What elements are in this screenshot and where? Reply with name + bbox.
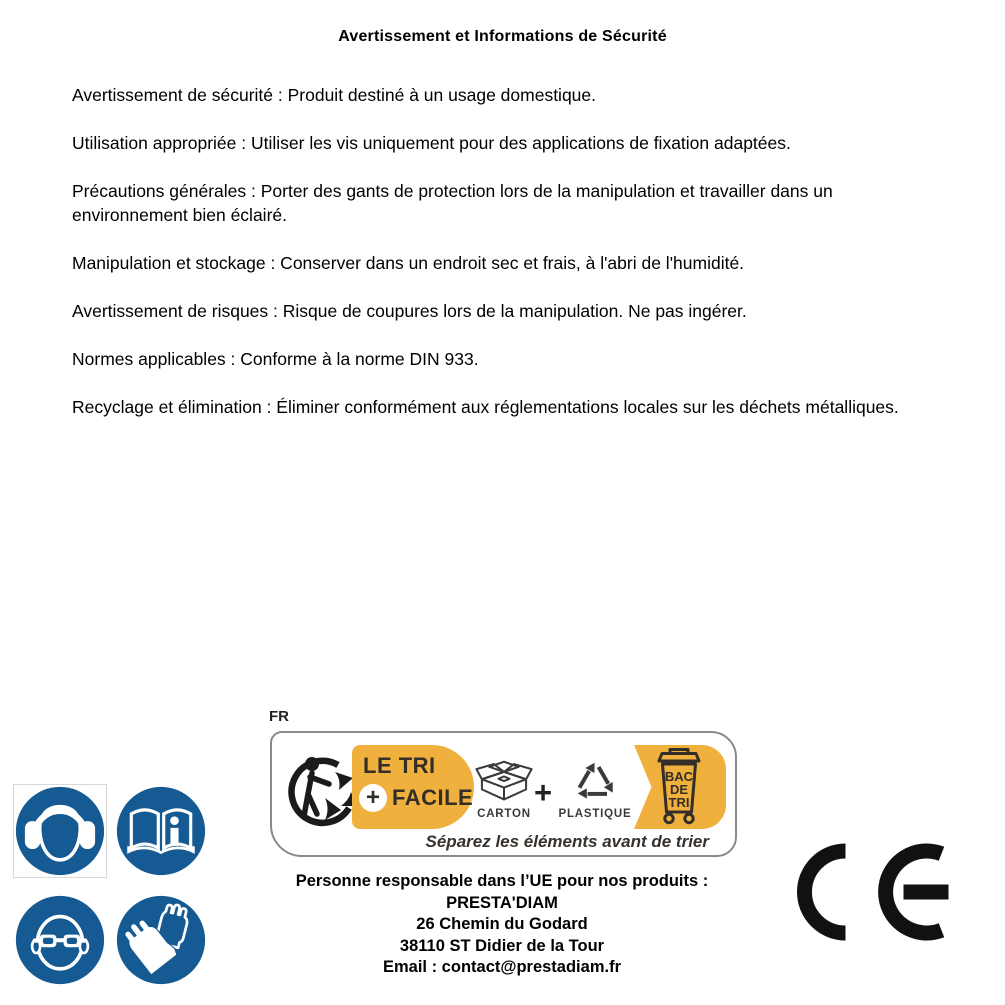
paragraph-general-precautions: Précautions générales : Porter des gants de protection lors de la manipulation et travailler dans un environnement bien éclairé. <box>72 181 833 225</box>
ce-marking-icon <box>796 842 952 942</box>
contact-email: Email : contact@prestadiam.fr <box>383 958 621 976</box>
read-instruction-manual-icon <box>116 786 206 876</box>
wear-protective-gloves-icon <box>116 895 206 985</box>
paragraph-risk-warning: Avertissement de risques : Risque de coupures lors de la manipulation. Ne pas ingérer. <box>72 301 747 321</box>
city-address: 38110 ST Didier de la Tour <box>399 936 605 955</box>
paragraph-recycling: Recyclage et élimination : Éliminer conformément aux réglementations locales sur les déchets métalliques. <box>72 397 899 417</box>
paragraph-handling-storage: Manipulation et stockage : Conserver dans un endroit sec et frais, à l'abri de l'humidité. <box>72 253 745 273</box>
street-address: 26 Chemin du Godard <box>416 915 588 933</box>
country-code-label: FR <box>269 708 289 725</box>
safety-paragraphs <box>72 83 944 443</box>
material-carton <box>472 759 536 820</box>
facile-text: FACILE <box>392 785 474 810</box>
material-plastique <box>558 759 632 820</box>
plastique-label: PLASTIQUE <box>558 808 632 820</box>
carton-label: CARTON <box>477 808 531 820</box>
paragraph-safety-warning: Avertissement de sécurité : Produit destiné à un usage domestique. <box>72 85 597 105</box>
wear-eye-protection-icon <box>15 895 105 985</box>
wear-ear-protection-icon <box>15 786 105 876</box>
mandatory-safety-icons <box>15 786 206 985</box>
plus-badge-icon: + <box>359 784 387 812</box>
bin-text-tri: TRI <box>668 795 690 810</box>
company-name: PRESTA'DIAM <box>446 893 558 912</box>
bin-text-de: DE <box>669 782 689 797</box>
paragraph-standards: Normes applicables : Conforme à la norme DIN 933. <box>72 349 479 369</box>
recycling-triangle-icon <box>569 759 621 805</box>
bin-text-bac: BAC <box>664 769 694 784</box>
le-tri-text: LE TRI <box>363 753 436 778</box>
triman-recycling-icon <box>283 742 361 838</box>
sorting-instruction: Séparez les éléments avant de trier <box>425 832 709 851</box>
responsible-person-block <box>202 871 802 979</box>
sorting-bin-icon <box>654 748 704 826</box>
recycling-sorting-banner <box>270 731 737 857</box>
bin-arrow <box>634 745 726 829</box>
responsible-intro: Personne responsable dans l’UE pour nos produits : <box>295 872 709 890</box>
cardboard-box-icon <box>475 759 533 805</box>
page-title: Avertissement et Informations de Sécurité <box>338 28 667 45</box>
plus-joiner: + <box>534 775 553 810</box>
le-tri-facile-label <box>352 745 474 829</box>
paragraph-appropriate-use: Utilisation appropriée : Utiliser les vis uniquement pour des applications de fixation adaptées. <box>72 133 791 153</box>
